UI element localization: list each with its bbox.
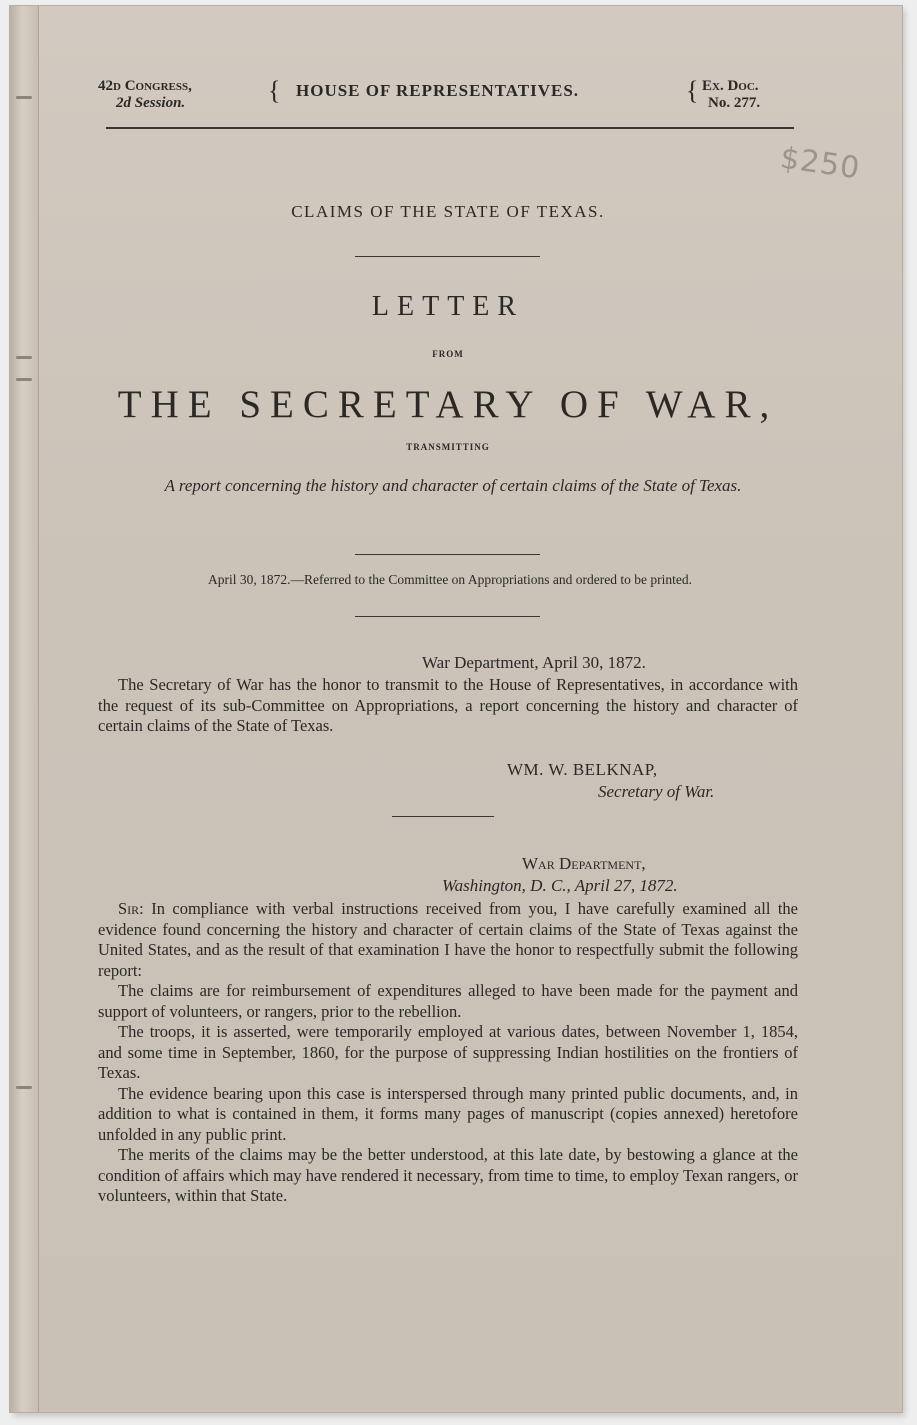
binding-spine	[10, 6, 39, 1412]
house-title: HOUSE OF REPRESENTATIVES.	[296, 81, 580, 100]
report-dept: War Department,	[522, 854, 646, 873]
binding-stitch	[16, 1086, 32, 1089]
binding-stitch	[16, 96, 32, 99]
header-rule	[106, 127, 794, 129]
report-description: A report concerning the history and character of certain claims of the State of Texas.	[164, 476, 742, 495]
subject-title: CLAIMS OF THE STATE OF TEXAS.	[291, 202, 605, 221]
report-body	[98, 899, 798, 1207]
letter-heading: LETTER	[371, 291, 525, 322]
signature-name: WM. W. BELKNAP,	[507, 760, 658, 779]
binding-stitch	[16, 356, 32, 359]
referral-divider-bottom	[355, 616, 540, 617]
document-page	[10, 6, 902, 1412]
binding-stitch	[16, 378, 32, 381]
right-brace: {	[686, 76, 699, 105]
pencil-price-note: $250	[777, 140, 863, 187]
salutation: Sir:	[118, 899, 144, 918]
report-paragraph	[98, 899, 798, 981]
referral-divider-top	[355, 554, 540, 555]
transmitting-label: TRANSMITTING	[406, 442, 490, 452]
report-paragraph: The claims are for reimbursement of expenditures alleged to have been made for the payment and support of volunteers, or rangers, prior to the rebellion.	[98, 981, 798, 1021]
session-text: 2d Session.	[116, 95, 186, 111]
doc-text: Ex. Doc.	[702, 78, 759, 94]
referral-note: April 30, 1872.—Referred to the Committee on Appropriations and ordered to be printed.	[207, 572, 693, 587]
report-dateline: Washington, D. C., April 27, 1872.	[442, 876, 678, 895]
report-paragraph: The troops, it is asserted, were temporarily employed at various dates, between November 1, 1854, and some time in September, 1860, for the purpose of suppressing Indian hostilities on the frontiers of Texas.	[98, 1022, 798, 1082]
doc-number-label	[702, 78, 760, 112]
cover-letter-body	[98, 675, 798, 737]
letter-divider	[392, 816, 494, 817]
paragraph-text: In compliance with verbal instructions received from you, I have carefully examined all the evidence found concerning the history and character of certain claims of the State of Texas against the United States, and as the result of that examination I have the honor to respectfully submit the following report:	[98, 899, 799, 980]
signature-title: Secretary of War.	[598, 782, 715, 801]
cover-dateline: War Department, April 30, 1872.	[422, 653, 646, 672]
congress-text: 42d Congress,	[98, 78, 192, 94]
from-label: FROM	[432, 349, 464, 359]
left-brace: {	[268, 76, 281, 105]
report-paragraph: The evidence bearing upon this case is interspersed through many printed public documents, and, in addition to what is contained in them, it forms many pages of manuscript (copies annexed) heretofore unfolded in any public print.	[98, 1083, 798, 1144]
doc-no-text: No. 277.	[708, 95, 761, 111]
secretary-heading: THE SECRETARY OF WAR,	[117, 383, 779, 426]
report-paragraph: The merits of the claims may be the better understood, at this late date, by bestowing a glance at the condition of affairs which may have rendered it necessary, from time to time, to employ Texan rangers, or volunteers, within that State.	[98, 1145, 798, 1205]
congress-label	[98, 78, 273, 112]
title-divider	[355, 256, 540, 257]
cover-letter-text: The Secretary of War has the honor to transmit to the House of Representatives, in accordance with the request of its sub-Committee on Appropriations, a report concerning the history and character of certain claims of the State of Texas.	[98, 675, 798, 735]
